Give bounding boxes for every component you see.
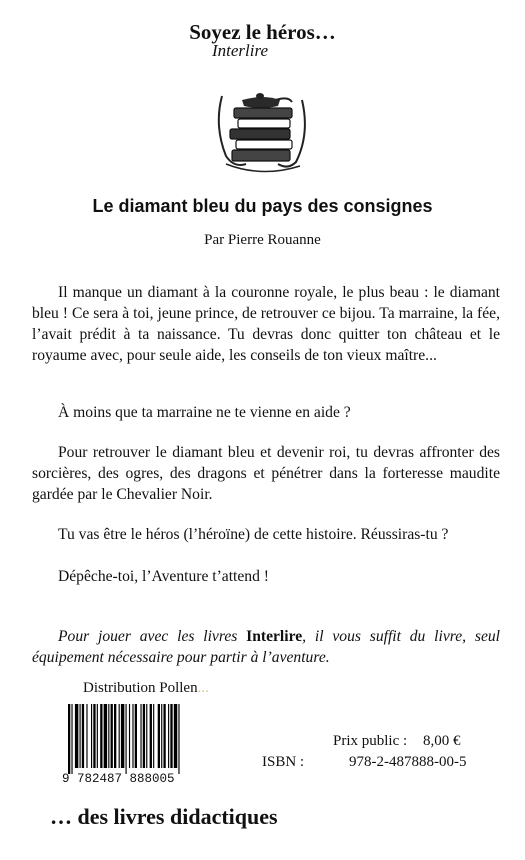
p6-brand: Interlire (246, 628, 303, 645)
isbn-value: 978-2-487888-00-5 (349, 754, 467, 770)
barcode-bar (146, 704, 147, 768)
barcode-bar (71, 704, 72, 774)
barcode-bar (121, 704, 124, 768)
barcode-bar (178, 704, 179, 774)
barcode-bar (168, 704, 169, 768)
blurb-paragraph-3: Pour retrouver le diamant bleu et devenir roi, tu devras affronter des sorcières, des ogres, des dragons et pénétrer dans la forteresse maudite gardée par le Chevalier Noir. (32, 444, 500, 503)
barcode-digits: 9 782487 888005 (62, 772, 175, 786)
lamp-icon (242, 93, 292, 108)
barcode-bar (68, 704, 70, 774)
barcode-bar (163, 704, 165, 768)
p6-after: , il vous suffit du livre, seul équipement nécessaire pour partir à l’aventure. (32, 628, 501, 666)
barcode-bar (111, 704, 113, 768)
book-author: Par Pierre Rouanne (204, 232, 321, 248)
distribution-text: Distribution Pollen (83, 680, 198, 696)
barcode-bar (153, 704, 154, 768)
barcode-bar (174, 704, 177, 768)
price (333, 733, 461, 750)
barcode-bar (143, 704, 145, 768)
barcode-bar (119, 704, 120, 768)
blurb-paragraph-6 (32, 626, 500, 668)
book-title: Le diamant bleu du pays des consignes (92, 196, 433, 216)
blurb-paragraph-2: À moins que ta marraine ne te vienne en aide ? (58, 404, 351, 421)
barcode-bar (82, 704, 84, 768)
distribution-dots: ... (197, 680, 209, 696)
barcode-bar (161, 704, 162, 768)
barcode-bar (93, 704, 95, 768)
barcode-bar (135, 704, 137, 768)
barcode-bar (75, 704, 78, 768)
barcode-bar (108, 704, 109, 768)
blurb-paragraph-5: Dépêche-toi, l’Aventure t’attend ! (58, 568, 269, 585)
logo-text: Interlire (212, 41, 269, 60)
blurb-paragraph-1: Il manque un diamant à la couronne royale, le plus beau : le diamant bleu ! Ce sera à toi, jeune prince, de retrouver ce bijou. Ta marraine, la fée, l’avait prédit à ta naissance. Tu devras donc quitter ton château et le royaume avec, pour seule aide, les conseils de ton vieux maître... (32, 284, 500, 364)
barcode-bar (114, 704, 116, 768)
distribution-label (83, 680, 209, 697)
barcode-bar (126, 704, 127, 774)
blurb-paragraph-4: Tu vas être le héros (l’héroïne) de cette histoire. Réussiras-tu ? (58, 526, 449, 543)
isbn-label: ISBN : (262, 754, 305, 770)
price-value: 8,00 € (423, 733, 461, 749)
barcode-bar (132, 704, 133, 768)
interlire-logo (212, 41, 312, 176)
barcode-bar (86, 704, 87, 768)
barcode-bar (129, 704, 130, 768)
barcode (58, 700, 230, 784)
page-header-title: Soyez le héros… (189, 20, 336, 44)
p6-before: Pour jouer avec les livres (58, 628, 247, 645)
barcode-bar (97, 704, 98, 768)
barcode-bar (170, 704, 172, 768)
barcode-bar (91, 704, 92, 768)
barcode-bar (158, 704, 160, 768)
barcode-bar (150, 704, 152, 768)
barcode-bar (100, 704, 102, 768)
price-label: Prix public : (333, 733, 408, 749)
barcode-bar (140, 704, 141, 768)
footer-tagline: … des livres didactiques (50, 804, 278, 829)
barcode-bars (68, 704, 180, 774)
barcode-bar (80, 704, 81, 768)
isbn (262, 754, 467, 771)
barcode-bar (104, 704, 107, 768)
